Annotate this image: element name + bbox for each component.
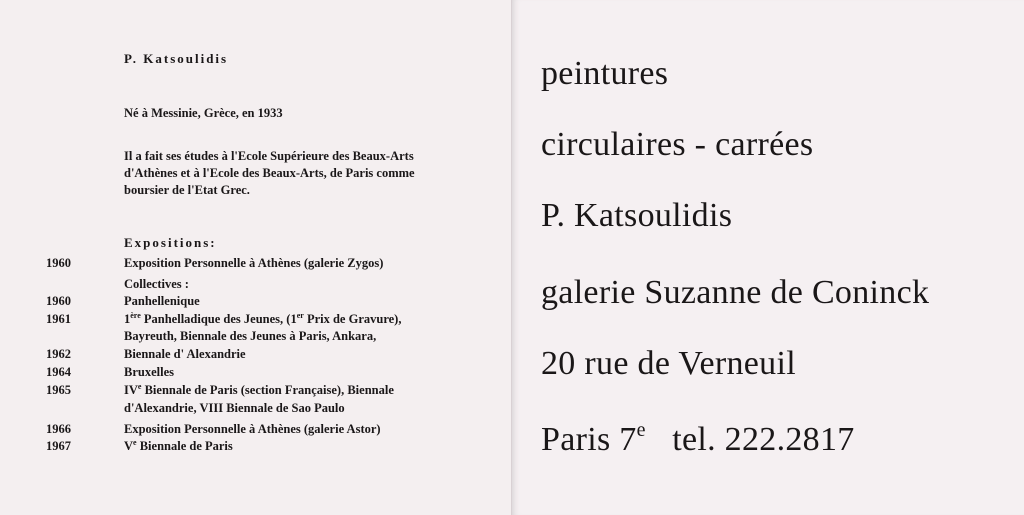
gallery-address: 20 rue de Verneuil <box>541 345 796 382</box>
gallery-name: galerie Suzanne de Coninck <box>541 274 930 311</box>
exhibition-text: Exposition Personnelle à Athènes (galerie Zygos) <box>124 256 384 270</box>
expositions-heading: Expositions: <box>124 235 217 250</box>
exhibition-year: 1964 <box>46 365 71 379</box>
exhibition-text: Panhellenique <box>124 294 200 308</box>
exhibition-text: IVe Biennale de Paris (section Française), Biennale <box>124 382 394 397</box>
exhibition-text: Bruxelles <box>124 365 174 379</box>
exhibition-text: Biennale d' Alexandrie <box>124 347 246 361</box>
birth-info: Né à Messinie, Grèce, en 1933 <box>124 106 283 120</box>
bio-line: Il a fait ses études à l'Ecole Supérieure des Beaux-Arts <box>124 149 414 163</box>
exhibition-text: d'Alexandrie, VIII Biennale de Sao Paulo <box>124 401 345 415</box>
exhibition-year: 1966 <box>46 422 71 436</box>
exhibition-text: Ve Biennale de Paris <box>124 438 233 453</box>
exhibition-year: 1960 <box>46 294 71 308</box>
bio-line: d'Athènes et à l'Ecole des Beaux-Arts, de Paris comme <box>124 166 415 180</box>
exhibition-text: Exposition Personnelle à Athènes (galerie Astor) <box>124 422 381 436</box>
exhibition-text: 1ère Panhelladique des Jeunes, (1er Prix de Gravure), <box>124 311 402 326</box>
collectives-label: Collectives : <box>124 277 189 291</box>
biography <box>124 148 484 199</box>
title-circulaires: circulaires - carrées <box>541 126 814 163</box>
exhibition-year: 1965 <box>46 383 71 397</box>
exhibition-year: 1962 <box>46 347 71 361</box>
title-peintures: peintures <box>541 55 669 92</box>
exhibition-year: 1961 <box>46 312 71 326</box>
gallery-city-phone: Paris 7e tel. 222.2817 <box>541 419 855 458</box>
exhibition-year: 1960 <box>46 256 71 270</box>
exhibition-year: 1967 <box>46 439 71 453</box>
title-artist: P. Katsoulidis <box>541 197 733 234</box>
exhibition-text: Bayreuth, Biennale des Jeunes à Paris, Ankara, <box>124 329 377 343</box>
author-name: P. Katsoulidis <box>124 51 229 66</box>
bio-line: boursier de l'Etat Grec. <box>124 183 250 197</box>
